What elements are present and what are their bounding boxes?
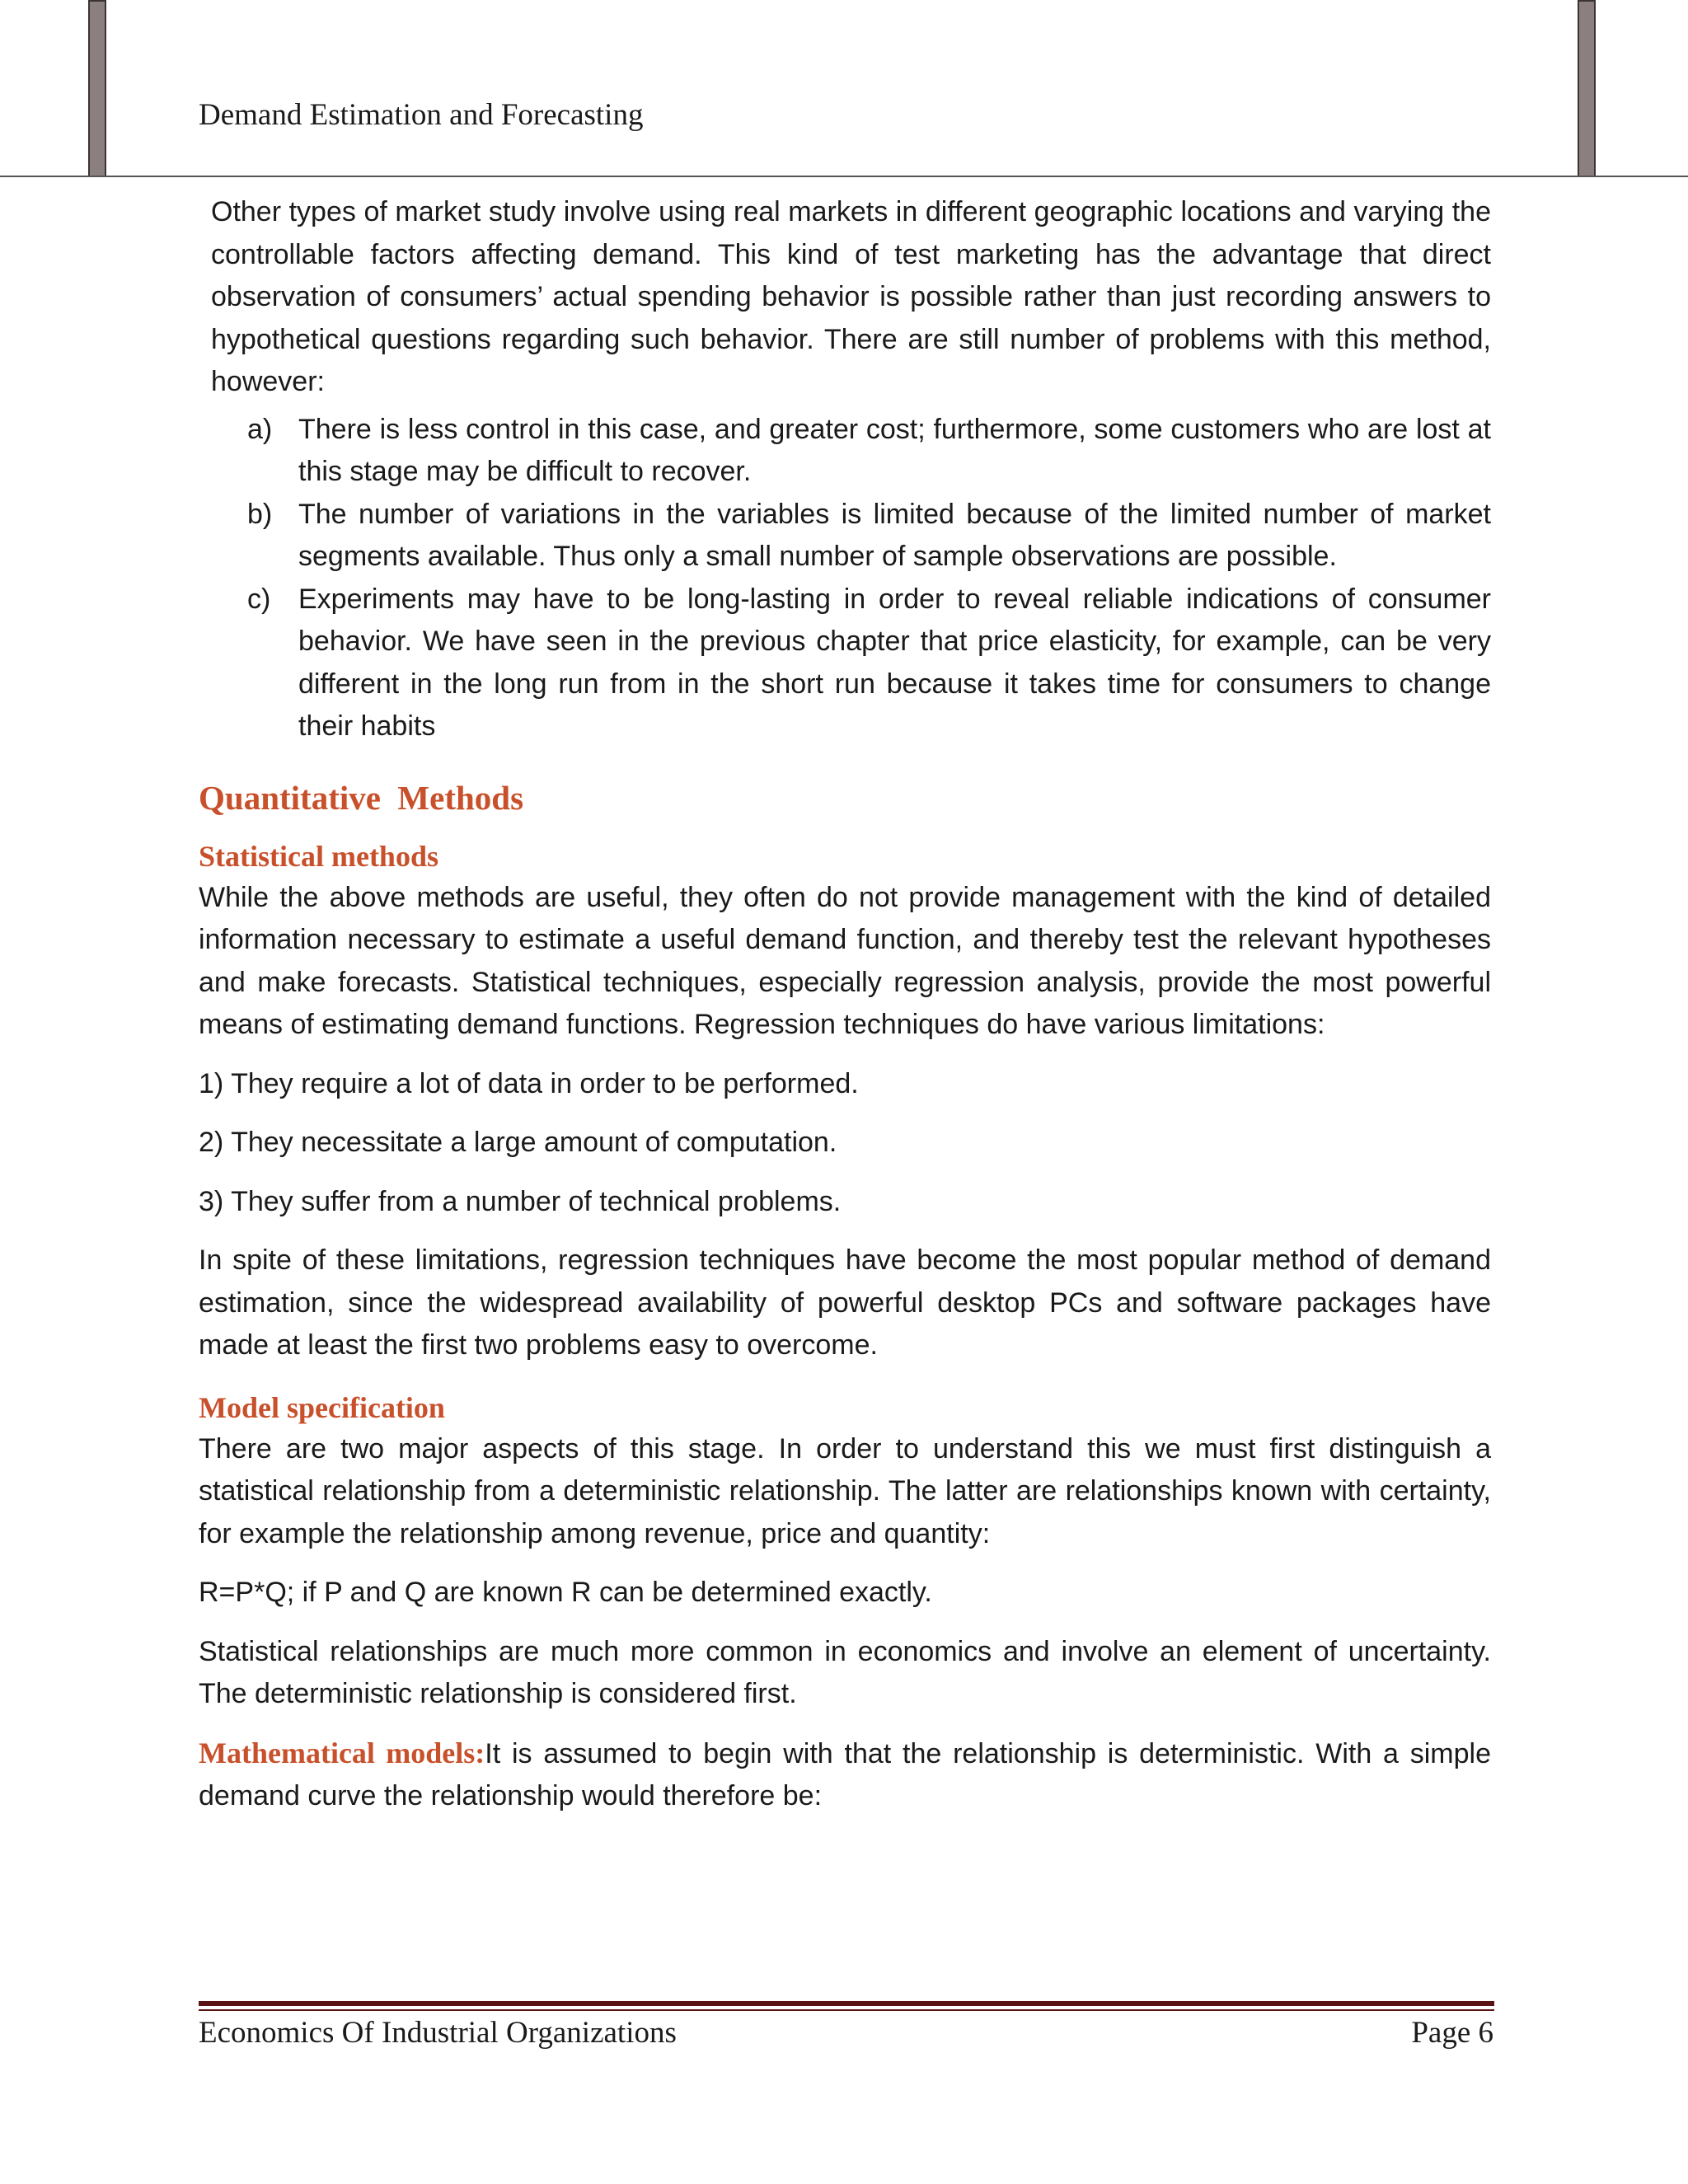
list-item	[199, 579, 1491, 748]
header-left-bar	[88, 0, 106, 177]
header-divider	[0, 176, 1688, 177]
footer-divider-thick	[199, 2001, 1494, 2006]
statistical-methods-heading: Statistical methods	[199, 839, 438, 873]
list-item	[199, 494, 1491, 579]
list-marker: a)	[247, 413, 273, 445]
list-item-text: There is less control in this case, and greater cost; furthermore, some customers who are lost at this stage may be difficult to recover.	[298, 413, 1491, 487]
quantitative-methods-heading: Quantitative Methods	[199, 778, 524, 817]
intro-paragraph: Other types of market study involve using real markets in different geographic locations and varying the controllable factors affecting demand. This kind of test marketing has the advantage that direct observation of consumers’ actual spending behavior is possible rather than just recording answers to hypothetical questions regarding such behavior. There are still number of problems with this method, however:	[211, 196, 1491, 397]
footer-book-title: Economics Of Industrial Organizations	[199, 2016, 677, 2050]
statistical-closing-paragraph: In spite of these limitations, regression techniques have become the most popular method of demand estimation, since the widespread availability of powerful desktop PCs and software packages have made at least the first two problems easy to overcome.	[199, 1244, 1491, 1361]
model-paragraph: There are two major aspects of this stage. In order to understand this we must first distinguish a statistical relationship from a deterministic relationship. The latter are relationships known with certainty, for example the relationship among revenue, price and quantity:	[199, 1432, 1491, 1549]
model-specification-heading: Model specification	[199, 1390, 445, 1424]
list-item-text: The number of variations in the variables is limited because of the limited number of market segments available. Thus only a small number of sample observations are possible.	[298, 498, 1491, 572]
header-right-bar	[1578, 0, 1596, 177]
page-content	[199, 191, 1491, 1818]
limitation-1: 1) They require a lot of data in order to be performed.	[199, 1067, 859, 1099]
list-marker: b)	[247, 498, 273, 530]
mathematical-models-text: It is assumed to begin with that the relationship is deterministic. With a simple demand curve the relationship would therefore be:	[199, 1737, 1491, 1811]
footer-page-number: Page 6	[1411, 2016, 1493, 2050]
header-title: Demand Estimation and Forecasting	[199, 98, 644, 132]
limitation-3: 3) They suffer from a number of technical problems.	[199, 1185, 842, 1217]
list-item	[199, 409, 1491, 494]
formula-line: R=P*Q; if P and Q are known R can be determined exactly.	[199, 1577, 932, 1608]
list-item-text: Experiments may have to be long-lasting in order to reveal reliable indications of consumer behavior. We have seen in the previous chapter that price elasticity, for example, can be very different in the long run from in the short run because it takes time for consumers to change their habits	[298, 583, 1491, 742]
list-marker: c)	[247, 583, 271, 615]
footer-divider-thin	[199, 2009, 1494, 2011]
limitation-2: 2) They necessitate a large amount of computation.	[199, 1127, 837, 1158]
mathematical-models-heading: Mathematical models:	[199, 1736, 485, 1769]
statistical-paragraph: While the above methods are useful, they often do not provide management with the kind of detailed information necessary to estimate a useful demand function, and thereby test the relevant hypotheses and make forecasts. Statistical techniques, especially regression analysis, provide the most powerful means of estimating demand functions. Regression techniques do have various limitations:	[199, 881, 1491, 1040]
problems-list	[199, 409, 1491, 748]
mathematical-models-paragraph	[199, 1732, 1491, 1818]
statistical-relationship-note: Statistical relationships are much more common in economics and involve an element of uncertainty. The deterministic relationship is considered first.	[199, 1635, 1491, 1709]
